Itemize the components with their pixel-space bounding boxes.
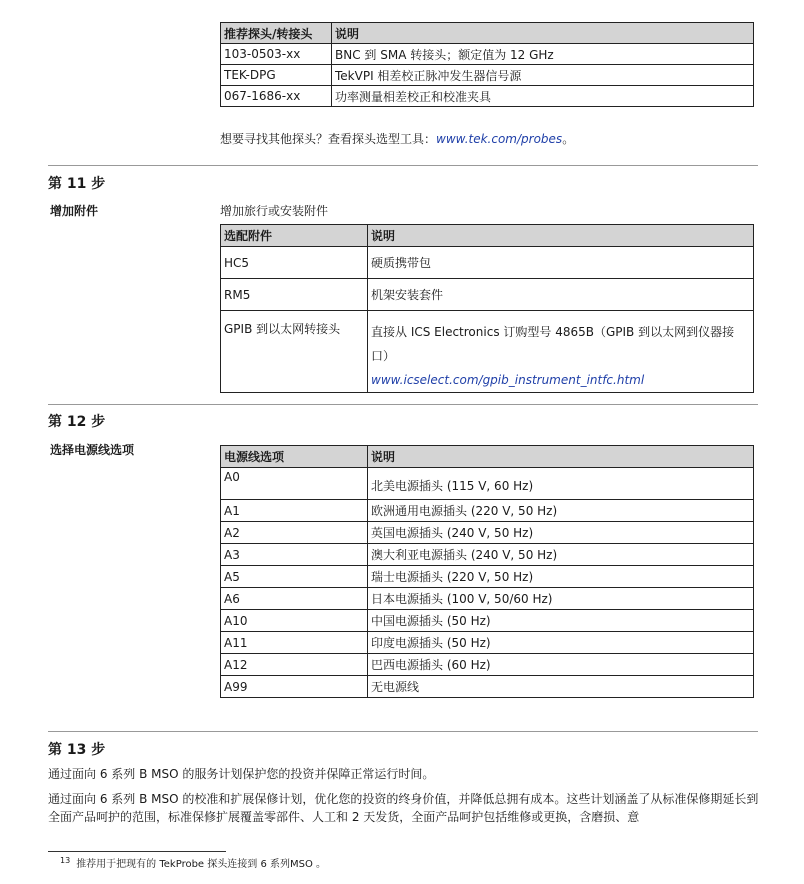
table-cell: A0 [221,468,368,500]
footnote-text: 推荐用于把现有的 TekProbe 探头连接到 6 系列MSO 。 [76,859,327,870]
probe-table [220,22,754,107]
table-cell: 功率测量相差校正和校准夹具 [332,86,754,107]
section-divider [48,165,758,166]
table-row [221,247,754,279]
table-header-row [221,23,754,44]
table-header-row [221,446,754,468]
table-cell: 067-1686-xx [221,86,332,107]
table-cell: 中国电源插头 (50 Hz) [368,610,754,632]
table-cell [368,311,754,393]
step-11-subtitle: 增加旅行或安装附件 [220,204,329,218]
table-cell: 印度电源插头 (50 Hz) [368,632,754,654]
table-cell: 英国电源插头 (240 V, 50 Hz) [368,522,754,544]
step-11-label: 增加附件 [50,204,99,218]
table-cell: HC5 [221,247,368,279]
table-cell: TEK-DPG [221,65,332,86]
table-cell: A2 [221,522,368,544]
table-cell: TekVPI 相差校正脉冲发生器信号源 [332,65,754,86]
table-cell: 硬质携带包 [368,247,754,279]
step-12-title: 第 12 步 [48,414,106,430]
table-cell: 巴西电源插头 (60 Hz) [368,654,754,676]
table-cell: 欧洲通用电源插头 (220 V, 50 Hz) [368,500,754,522]
table-row [221,279,754,311]
table-row [221,544,754,566]
table-row [221,588,754,610]
column-header: 电源线选项 [221,446,368,468]
table-row [221,610,754,632]
column-header: 说明 [368,225,754,247]
table-cell: 澳大利亚电源插头 (240 V, 50 Hz) [368,544,754,566]
step-11-title: 第 11 步 [48,176,106,192]
table-cell: BNC 到 SMA 转接头；额定值为 12 GHz [332,44,754,65]
service-plan-intro: 通过面向 6 系列 B MSO 的服务计划保护您的投资并保障正常运行时间。 [48,767,435,781]
probe-note [220,130,574,147]
table-row [221,676,754,698]
table-row [221,654,754,676]
footnote-number: 13 [60,855,71,865]
table-row [221,566,754,588]
table-cell: 北美电源插头 (115 V, 60 Hz) [368,468,754,500]
step-12-label: 选择电源线选项 [50,443,135,457]
table-cell: A6 [221,588,368,610]
footnote-divider [48,851,226,852]
table-cell: A1 [221,500,368,522]
table-row [221,65,754,86]
column-header: 说明 [332,23,754,44]
table-cell: A10 [221,610,368,632]
column-header: 选配附件 [221,225,368,247]
table-cell: A5 [221,566,368,588]
column-header: 说明 [368,446,754,468]
probe-selector-link[interactable]: www.tek.com/probes [436,132,563,146]
table-cell: 103-0503-xx [221,44,332,65]
table-cell: 日本电源插头 (100 V, 50/60 Hz) [368,588,754,610]
table-cell: A12 [221,654,368,676]
table-cell: GPIB 到以太网转接头 [221,311,368,393]
table-cell: A3 [221,544,368,566]
table-cell: 无电源线 [368,676,754,698]
section-divider [48,731,758,732]
table-cell: A11 [221,632,368,654]
accessory-table [220,224,754,393]
table-row [221,44,754,65]
accessory-description: 直接从 ICS Electronics 订购型号 4865B（GPIB 到以太网到仪器接口） [371,325,735,363]
power-cord-table [220,445,754,698]
table-row [221,500,754,522]
table-row [221,468,754,500]
table-cell: RM5 [221,279,368,311]
table-row [221,632,754,654]
table-cell: A99 [221,676,368,698]
section-divider [48,404,758,405]
table-cell: 瑞士电源插头 (220 V, 50 Hz) [368,566,754,588]
ics-electronics-link[interactable]: www.icselect.com/gpib_instrument_intfc.html [371,373,645,387]
table-header-row [221,225,754,247]
service-plan-description: 通过面向 6 系列 B MSO 的校准和扩展保修计划，优化您的投资的终身价值，并降低总拥有成本。这些计划涵盖了从标准保修期延长到全面产品呵护的范围，标准保修扩展覆盖零部件、人工和 2 天发货，全面产品呵护包括维修或更换，含磨损、意 [48,792,759,824]
table-cell: 机架安装套件 [368,279,754,311]
probe-note-suffix: 。 [562,132,575,146]
table-row [221,311,754,393]
table-row [221,86,754,107]
column-header: 推荐探头/转接头 [221,23,332,44]
probe-note-text: 想要寻找其他探头？查看探头选型工具： [220,132,437,146]
step-13-title: 第 13 步 [48,742,106,758]
footnote [60,855,326,870]
table-row [221,522,754,544]
